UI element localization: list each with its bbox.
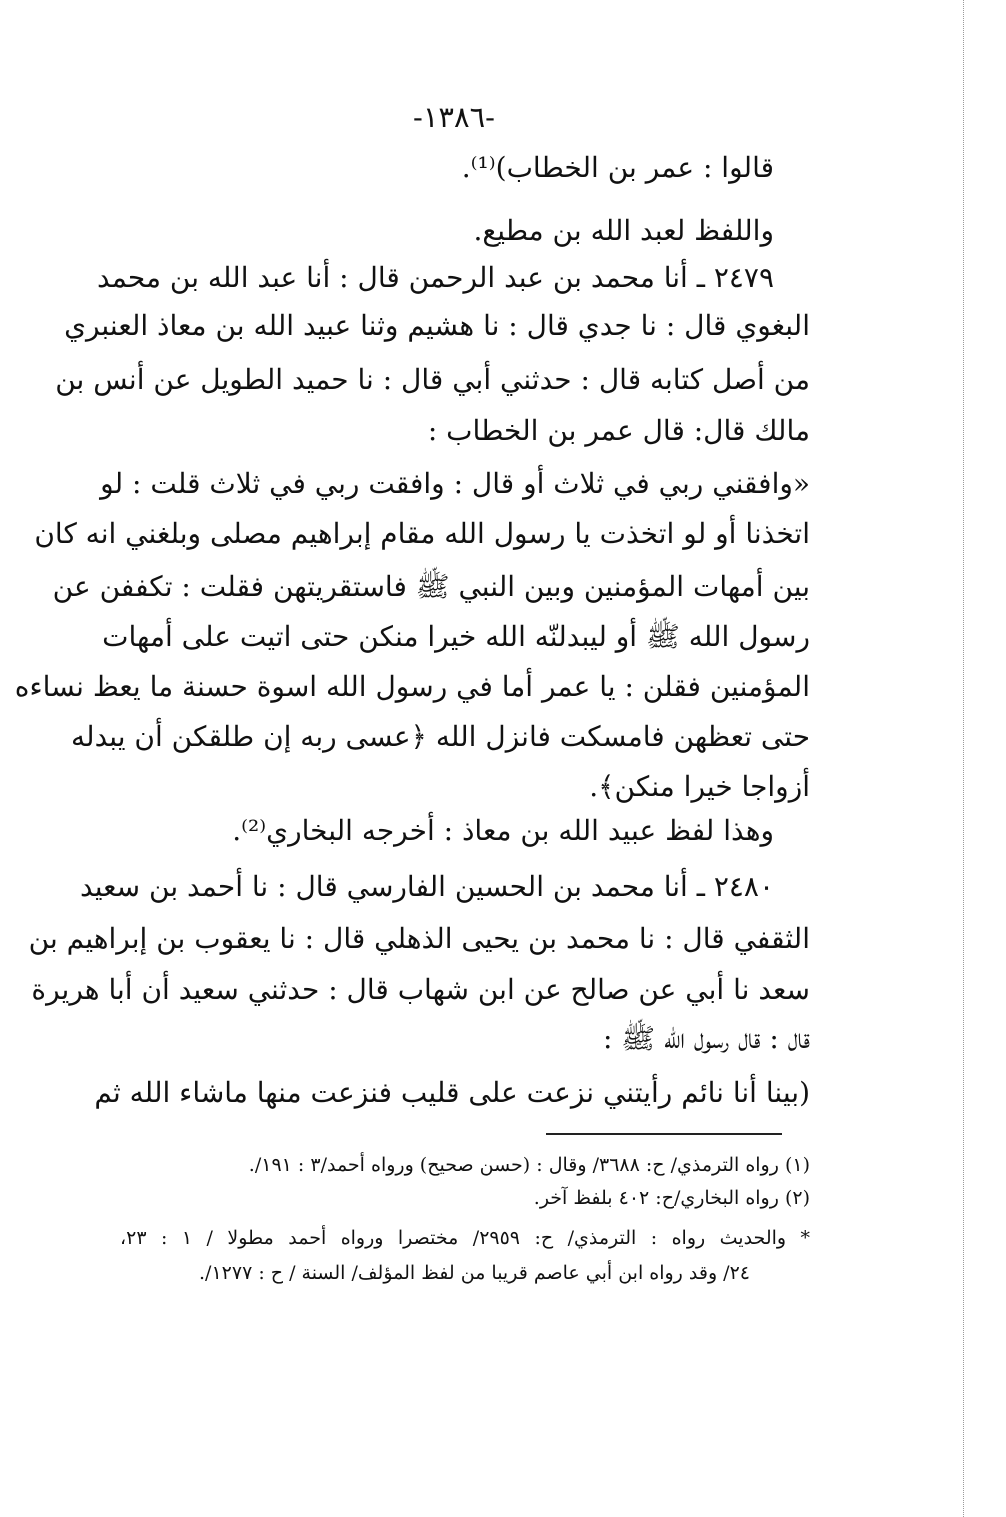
body-line: وهذا لفظ عبيد الله بن معاذ : أخرجه البخاري⁽²⁾. [232, 814, 774, 847]
body-line: بين أمهات المؤمنين وبين النبي ﷺ فاستقريتهن فقلت : تكففن عن [52, 570, 810, 603]
footnote: (٢) رواه البخاري/ح: ٤٠٢ بلفظ آخر. [533, 1187, 810, 1209]
page-edge-line [963, 0, 964, 1517]
footnote: * والحديث رواه : الترمذي/ ح: ٢٩٥٩/ مختصرا ورواه أحمد مطولا / ١ : ٢٣، [120, 1227, 811, 1249]
body-line: حتى تعظهن فامسكت فانزل الله ﴿عسى ربه إن طلقكن أن يبدله [71, 720, 810, 753]
body-line: سعد نا أبي عن صالح عن ابن شهاب قال : حدثني سعيد أن أبا هريرة [31, 973, 810, 1006]
body-line: من أصل كتابه قال : حدثني أبي قال : نا حميد الطويل عن أنس بن [55, 363, 810, 396]
body-line: اتخذنا أو لو اتخذت يا رسول الله مقام إبراهيم مصلى وبلغني انه كان [34, 517, 810, 550]
body-line: قالوا : عمر بن الخطاب)⁽¹⁾. [461, 151, 774, 184]
body-line: (بينا أنا نائم رأيتني نزعت على قليب فنزعت منها ماشاء الله ثم [94, 1076, 810, 1109]
body-line: مالك قال: قال عمر بن الخطاب : [427, 414, 810, 447]
body-line: قال : قال رسول الله ﷺ : [602, 1022, 810, 1055]
footnote-continuation: ٢٤/ وقد رواه ابن أبي عاصم قريبا من لفظ المؤلف/ السنة / ح : ١٢٧٧/. [199, 1262, 750, 1284]
page-number: -١٣٨٦- [413, 100, 495, 134]
body-line: الثقفي قال : نا محمد بن يحيى الذهلي قال : نا يعقوب بن إبراهيم بن [28, 922, 810, 955]
body-line: البغوي قال : نا جدي قال : نا هشيم وثنا عبيد الله بن معاذ العنبري [64, 309, 810, 342]
body-line: «وافقني ربي في ثلاث أو قال : وافقت ربي في ثلاث قلت : لو [100, 467, 810, 500]
footnote: (١) رواه الترمذي/ ح: ٣٦٨٨/ وقال : (حسن صحيح) ورواه أحمد/٣ : ١٩١/. [248, 1154, 810, 1176]
body-line: أزواجا خيرا منكن﴾. [589, 770, 810, 803]
body-line: واللفظ لعبد الله بن مطيع. [473, 214, 774, 247]
body-line: ٢٤٨٠ ـ أنا محمد بن الحسين الفارسي قال : نا أحمد بن سعيد [80, 870, 774, 903]
body-line: المؤمنين فقلن : يا عمر أما في رسول الله اسوة حسنة ما يعظ نساءه [14, 670, 810, 703]
body-line: رسول الله ﷺ أو ليبدلنّه الله خيرا منكن حتى اتيت على أمهات [102, 620, 810, 653]
body-line: ٢٤٧٩ ـ أنا محمد بن عبد الرحمن قال : أنا عبد الله بن محمد [97, 261, 774, 294]
footnote-separator [546, 1133, 782, 1135]
